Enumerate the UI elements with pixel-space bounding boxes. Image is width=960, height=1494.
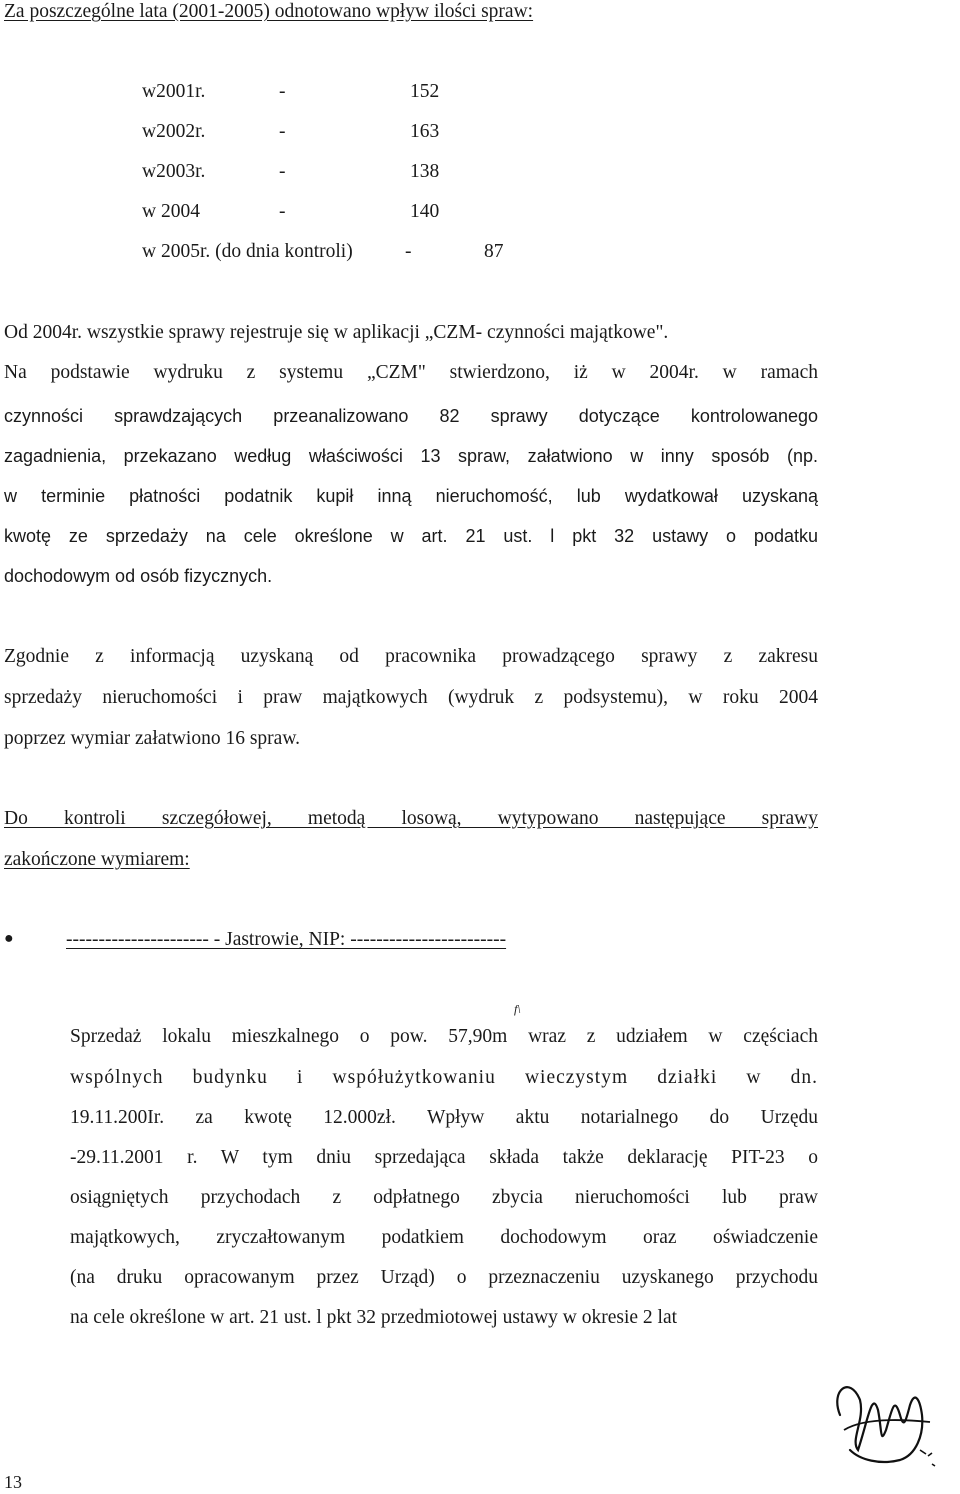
text-line: w terminie płatności podatnik kupił inną nieruchomość, lub wydatkował uzyskaną <box>4 486 818 506</box>
count-label: w2003r. <box>142 161 206 182</box>
count-label: w2002r. <box>142 121 206 142</box>
text-line: (na druku opracowanym przez Urząd) o przeznaczeniu uzyskanego przychodu <box>70 1267 818 1288</box>
text-line: Zgodnie z informacją uzyskaną od pracownika prowadzącego sprawy z zakresu <box>4 646 818 667</box>
text-line: sprzedaży nieruchomości i praw majątkowych (wydruk z podsystemu), w roku 2004 <box>4 687 818 708</box>
count-dash: - <box>405 241 412 262</box>
text-line: 19.11.200Ir. za kwotę 12.000zł. Wpływ aktu notarialnego do Urzędu <box>70 1107 818 1128</box>
text-line: Sprzedaż lokalu mieszkalnego o pow. 57,90m wraz z udziałem w częściach <box>70 1026 818 1047</box>
text-line: wspólnych budynku i współużytkowaniu wieczystym działki w dn. <box>70 1067 818 1088</box>
stray-mark: f\ <box>514 1002 521 1016</box>
text-line: osiągniętych przychodach z odpłatnego zbycia nieruchomości lub praw <box>70 1187 818 1208</box>
count-dash: - <box>279 201 286 222</box>
text-line: kwotę ze sprzedaży na cele określone w art. 21 ust. l pkt 32 ustawy o podatku <box>4 526 818 546</box>
signature-icon <box>820 1360 950 1470</box>
count-dash: - <box>279 81 286 102</box>
count-dash: - <box>279 121 286 142</box>
case-header: ---------------------- - Jastrowie, NIP: ------------------------ <box>66 929 507 950</box>
text-line: -29.11.2001 r. W tym dniu sprzedająca składa także deklarację PIT-23 o <box>70 1147 818 1168</box>
text-line: na cele określone w art. 21 ust. l pkt 32 przedmiotowej ustawy w okresie 2 lat <box>70 1307 678 1328</box>
count-label: w2001r. <box>142 81 206 102</box>
count-value: 140 <box>410 201 440 222</box>
text-line: poprzez wymiar załatwiono 16 spraw. <box>4 728 301 749</box>
page-number: 13 <box>4 1472 22 1492</box>
count-value: 87 <box>484 241 504 262</box>
text-line: zagadnienia, przekazano według właściwości 13 spraw, załatwiono w inny sposób (np. <box>4 446 818 466</box>
count-label: w 2005r. (do dnia kontroli) <box>142 241 353 262</box>
heading-line: zakończone wymiarem: <box>4 849 190 870</box>
count-label: w 2004 <box>142 201 200 222</box>
count-value: 163 <box>410 121 440 142</box>
text-line: Od 2004r. wszystkie sprawy rejestruje się w aplikacji „CZM- czynności majątkowe". <box>4 322 669 343</box>
count-value: 152 <box>410 81 440 102</box>
text-line: dochodowym od osób fizycznych. <box>4 566 273 586</box>
count-value: 138 <box>410 161 440 182</box>
text-line: czynności sprawdzających przeanalizowano 82 sprawy dotyczące kontrolowanego <box>4 406 818 426</box>
text-line: Na podstawie wydruku z systemu „CZM" stwierdzono, iż w 2004r. w ramach <box>4 362 818 383</box>
count-dash: - <box>279 161 286 182</box>
intro-line: Za poszczególne lata (2001-2005) odnotowano wpływ ilości spraw: <box>4 1 534 22</box>
bullet-icon: ● <box>4 930 14 947</box>
text-line: majątkowych, zryczałtowanym podatkiem dochodowym oraz oświadczenie <box>70 1227 818 1248</box>
heading-line: Do kontroli szczegółowej, metodą losową, wytypowano następujące sprawy <box>4 808 818 829</box>
